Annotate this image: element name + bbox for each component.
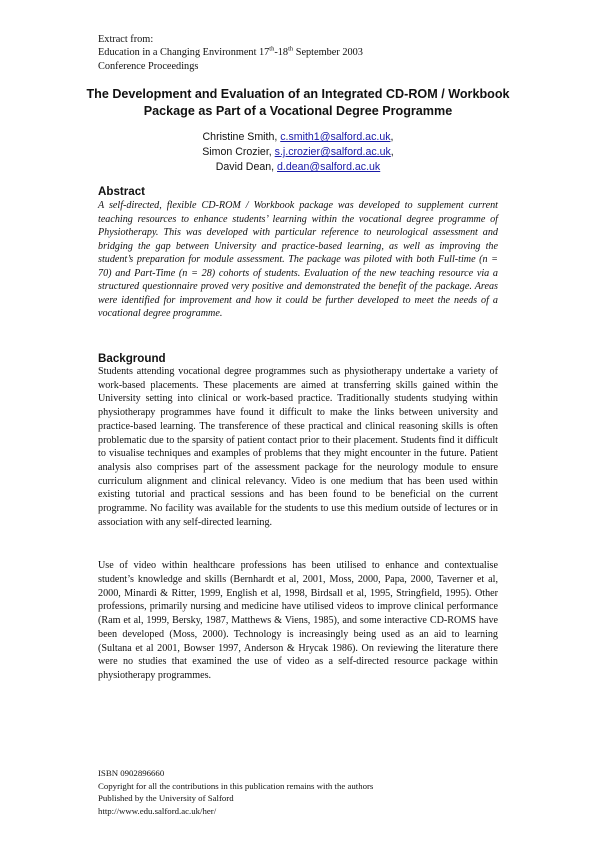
extract-label: Extract from: — [98, 34, 154, 45]
background-paragraph-1: Students attending vocational degree programmes such as physiotherapy undertake a variety of work-based placements. These placements are aimed at transferring skills gained within the University setting into clinical or work-based practice. Traditionally students studying within physiotherapy programmes have found it difficult to make the links between university and practice-based learning. The transference of these practical and clinical reasoning skills is often problematic due to the sparsity of patient contact prior to their placement. Students find it difficult to visualise techniques and examples of problems that they might encounter in the future. Patient analysis also comprises part of the assessment package for the neurology module to ensure curriculum alignment and clinical relevancy. Video is one medium that has been used within existing tutorial and practical sessions and has been found to be beneficial on the current programme. No facility was available for the students to use this medium outside of lectures or in association with any self-directed learning. — [98, 366, 498, 528]
background-heading: Background — [98, 352, 166, 365]
background-paragraph-2: Use of video within healthcare professions has been utilised to enhance and contextualise student’s knowledge and skills (Bernhardt et al, 2001, Moss, 2000, Papa, 2000, Taverner et al, 2000, Minardi & Ritter, 1999, English et al, 1998, Birdsall et al, 1995, Stringfield, 1995). Other professions, primarily nursing and medicine have utilised videos to improve clinical performance (Ram et al, 1999, Bersky, 1987, Matthews & Viens, 1985), and some interactive CD-ROMS have been developed (Moss, 2000). Technology is increasingly being used as an aid to learning (Sultana et al 2001, Bowser 1997, Anderson & Hrycak 1986). On reviewing the literature there were no studies that examined the use of video as a self-directed resource package within physiotherapy programmes. — [98, 560, 498, 682]
author-line: Simon Crozier, s.j.crozier@salford.ac.uk, — [202, 146, 394, 159]
publication-footer — [98, 767, 498, 817]
paper-title: The Development and Evaluation of an Integrated CD-ROM / Workbook Package as Part of a Vocational Degree Programme — [86, 87, 510, 118]
abstract-text: A self-directed, flexible CD-ROM / Workbook package was developed to supplement current teaching resources to enhance students’ learning within the vocational degree programme of Physiotherapy. This was developed with particular reference to neurological assessment and bridging the gap between University and practice-based learning, as well as improving the student’s preparation for module assessment. The package was piloted with both Full-time (n = 70) and Part-Time (n = 28) cohorts of students. Evaluation of the new teaching resource via a structured questionnaire proved very positive and demonstrated the benefit of the package. Areas were identified for improvement and how it could be further developed to meet the needs of a vocational degree programme. — [98, 200, 498, 320]
extract-header — [98, 33, 518, 73]
author-list — [100, 130, 496, 175]
abstract-heading: Abstract — [98, 185, 146, 198]
author-email-link[interactable]: s.j.crozier@salford.ac.uk — [274, 146, 391, 159]
isbn: ISBN 0902896660 — [98, 768, 165, 778]
conference-name: Education in a Changing Environment 17th-18th September 2003 — [98, 45, 363, 59]
proceedings-label: Conference Proceedings — [98, 60, 199, 72]
publisher-url: http://www.edu.salford.ac.uk/her/ — [98, 805, 217, 816]
author-line: David Dean, d.dean@salford.ac.uk — [215, 161, 381, 174]
publisher: Published by the University of Salford — [98, 793, 234, 803]
author-line: Christine Smith, c.smith1@salford.ac.uk, — [202, 131, 394, 143]
copyright-notice: Copyright for all the contributions in this publication remains with the authors — [98, 780, 374, 791]
author-email-link[interactable]: c.smith1@salford.ac.uk — [280, 131, 391, 143]
author-email-link[interactable]: d.dean@salford.ac.uk — [277, 161, 381, 174]
